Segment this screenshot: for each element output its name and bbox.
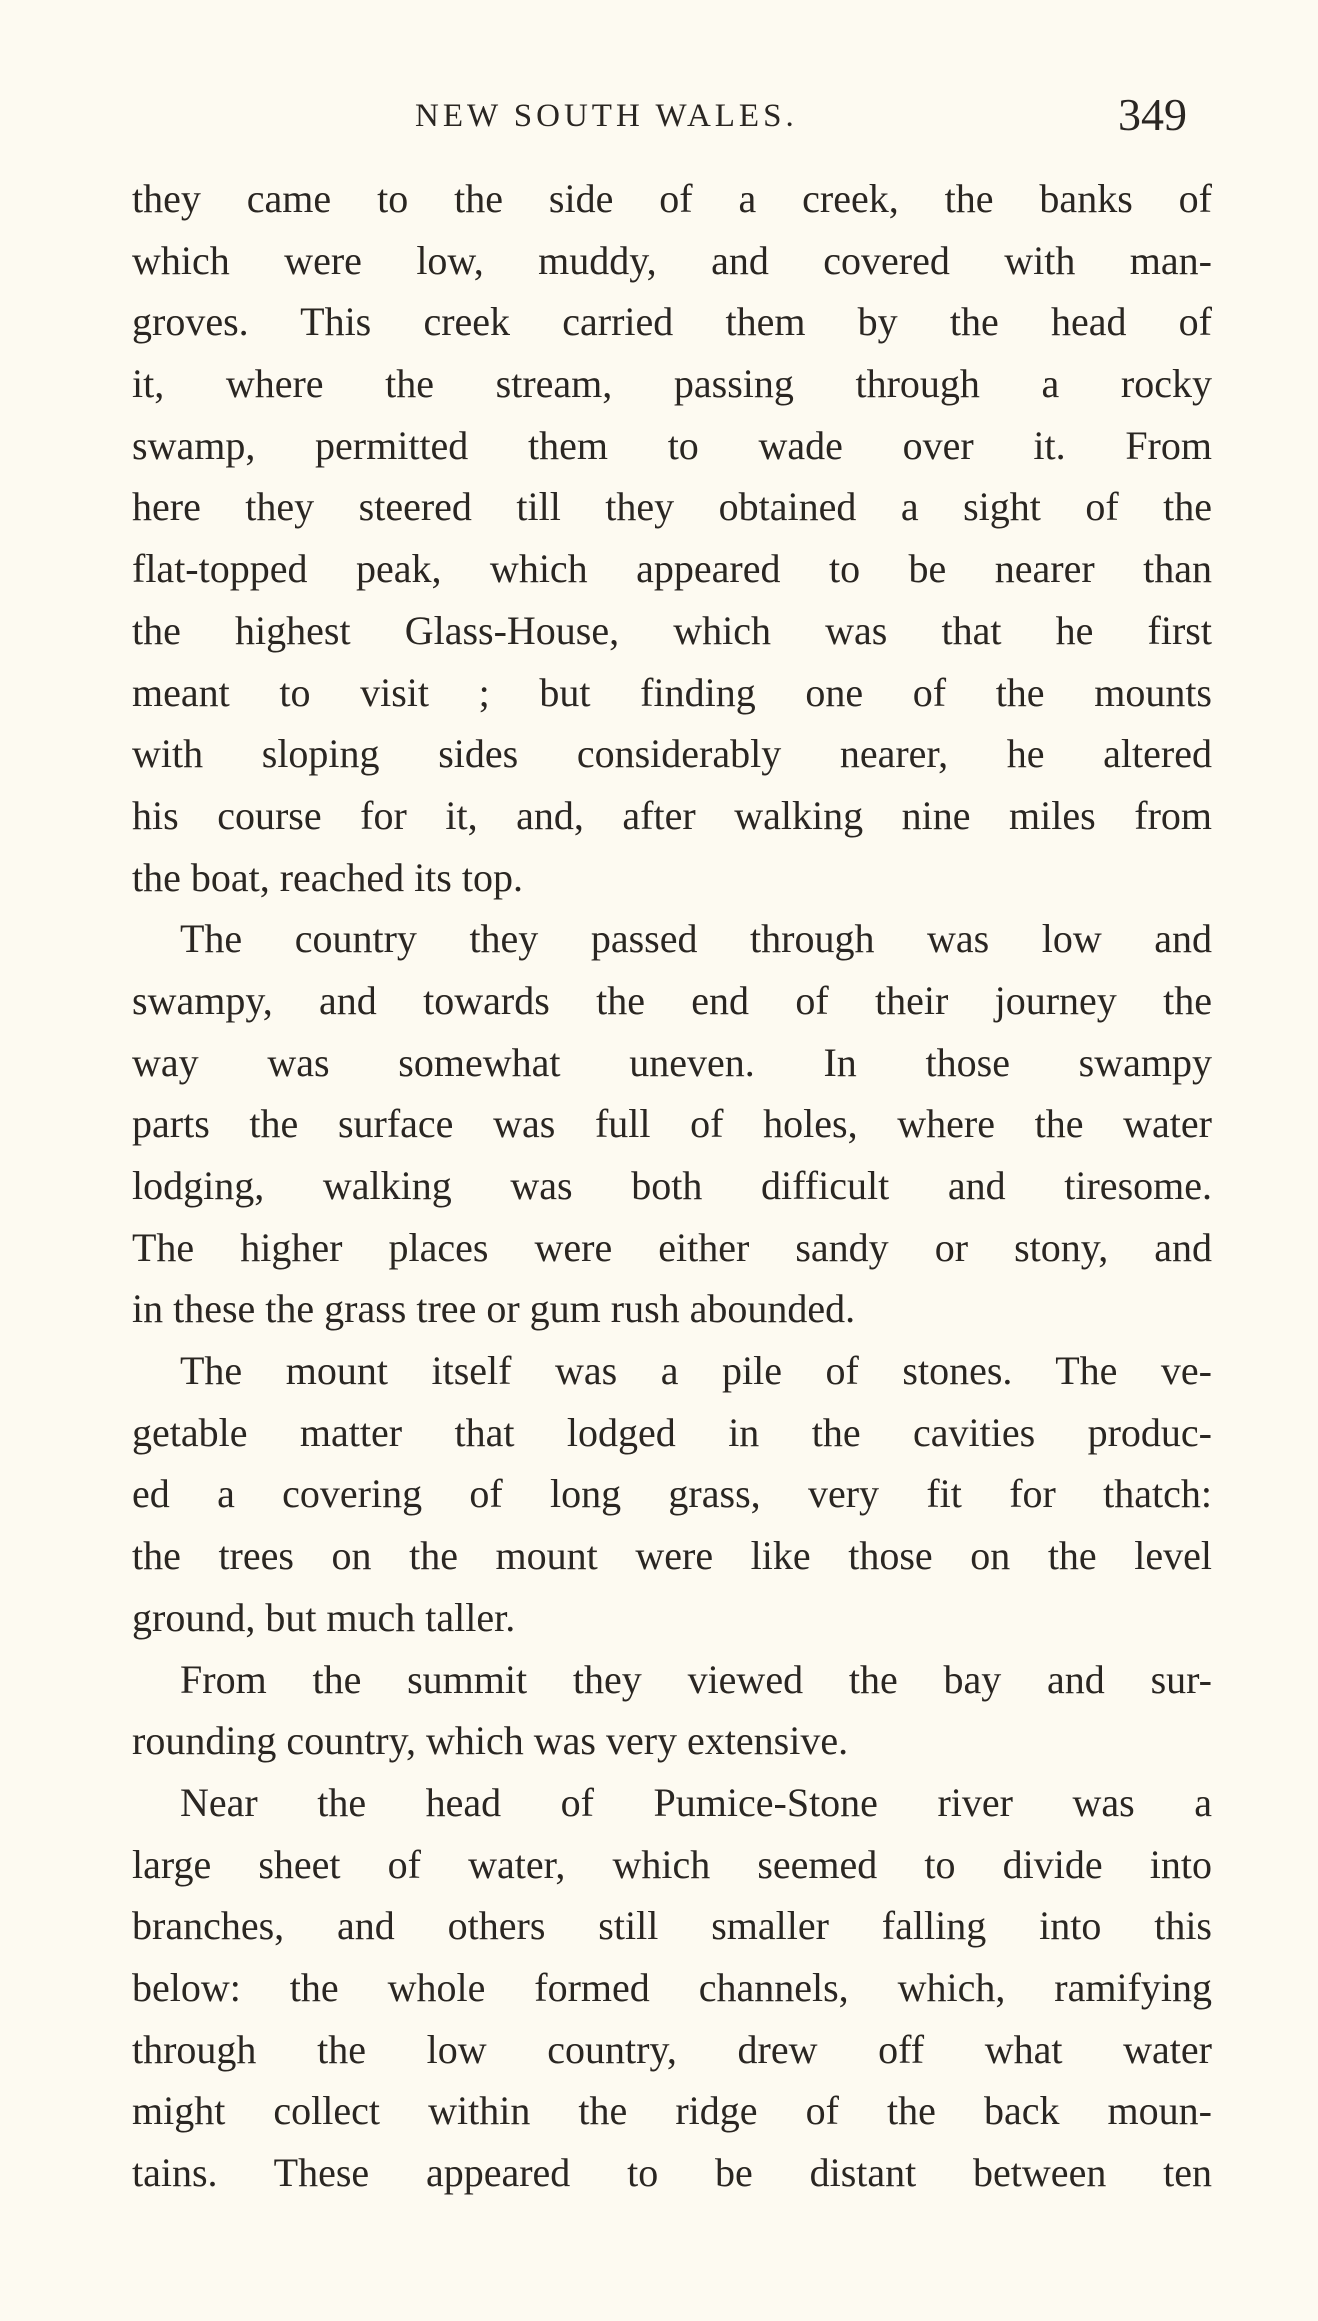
text-line: groves. This creek carried them by the head of bbox=[132, 299, 1212, 345]
text-line: From the summit they viewed the bay and sur- bbox=[180, 1656, 1212, 1702]
text-line: with sloping sides considerably nearer, he altered bbox=[132, 731, 1212, 777]
text-line: swamp, permitted them to wade over it. From bbox=[132, 422, 1212, 468]
text-line: The mount itself was a pile of stones. The ve- bbox=[180, 1348, 1212, 1394]
text-line: they came to the side of a creek, the banks of bbox=[132, 176, 1212, 221]
text-line: rounding country, which was very extensive. bbox=[132, 1718, 849, 1764]
text-line: lodging, walking was both difficult and tiresome. bbox=[132, 1163, 1212, 1208]
text-line: branches, and others still smaller falling into this bbox=[132, 1903, 1212, 1949]
text-line: below: the whole formed channels, which, ramifying bbox=[132, 1964, 1212, 2010]
text-line: might collect within the ridge of the back moun- bbox=[132, 2088, 1212, 2134]
text-line: parts the surface was full of holes, where the water bbox=[132, 1101, 1212, 1147]
text-line: tains. These appeared to be distant between ten bbox=[132, 2150, 1212, 2195]
text-line: the boat, reached its top. bbox=[132, 854, 523, 900]
text-line: The higher places were either sandy or stony, and bbox=[132, 1224, 1212, 1270]
text-line: Near the head of Pumice-Stone river was a bbox=[180, 1779, 1212, 1825]
text-line: it, where the stream, passing through a rocky bbox=[132, 361, 1212, 407]
text-line: the highest Glass-House, which was that he first bbox=[132, 607, 1212, 653]
page-number: 349 bbox=[1118, 89, 1187, 140]
text-line: getable matter that lodged in the cavities produc- bbox=[132, 1409, 1212, 1455]
text-line: through the low country, drew off what water bbox=[132, 2026, 1212, 2072]
text-line: ground, but much taller. bbox=[132, 1594, 516, 1640]
text-line: ed a covering of long grass, very fit for thatch: bbox=[132, 1471, 1212, 1517]
text-line: here they steered till they obtained a sight of the bbox=[132, 484, 1212, 530]
text-line: meant to visit ; but finding one of the mounts bbox=[132, 669, 1212, 715]
text-line: in these the grass tree or gum rush abounded. bbox=[132, 1286, 856, 1332]
text-line: swampy, and towards the end of their journey the bbox=[132, 977, 1212, 1023]
body-text bbox=[132, 168, 1212, 2204]
text-line: large sheet of water, which seemed to divide into bbox=[132, 1841, 1212, 1887]
text-line: the trees on the mount were like those on the level bbox=[132, 1533, 1212, 1579]
text-line: The country they passed through was low and bbox=[180, 916, 1212, 962]
running-head bbox=[0, 88, 1318, 148]
text-line: which were low, muddy, and covered with man- bbox=[132, 237, 1212, 283]
text-line: way was somewhat uneven. In those swampy bbox=[132, 1039, 1212, 1085]
text-line: his course for it, and, after walking nine miles from bbox=[132, 792, 1212, 838]
running-title: NEW SOUTH WALES. bbox=[415, 98, 798, 134]
text-line: flat-topped peak, which appeared to be nearer than bbox=[132, 546, 1212, 592]
